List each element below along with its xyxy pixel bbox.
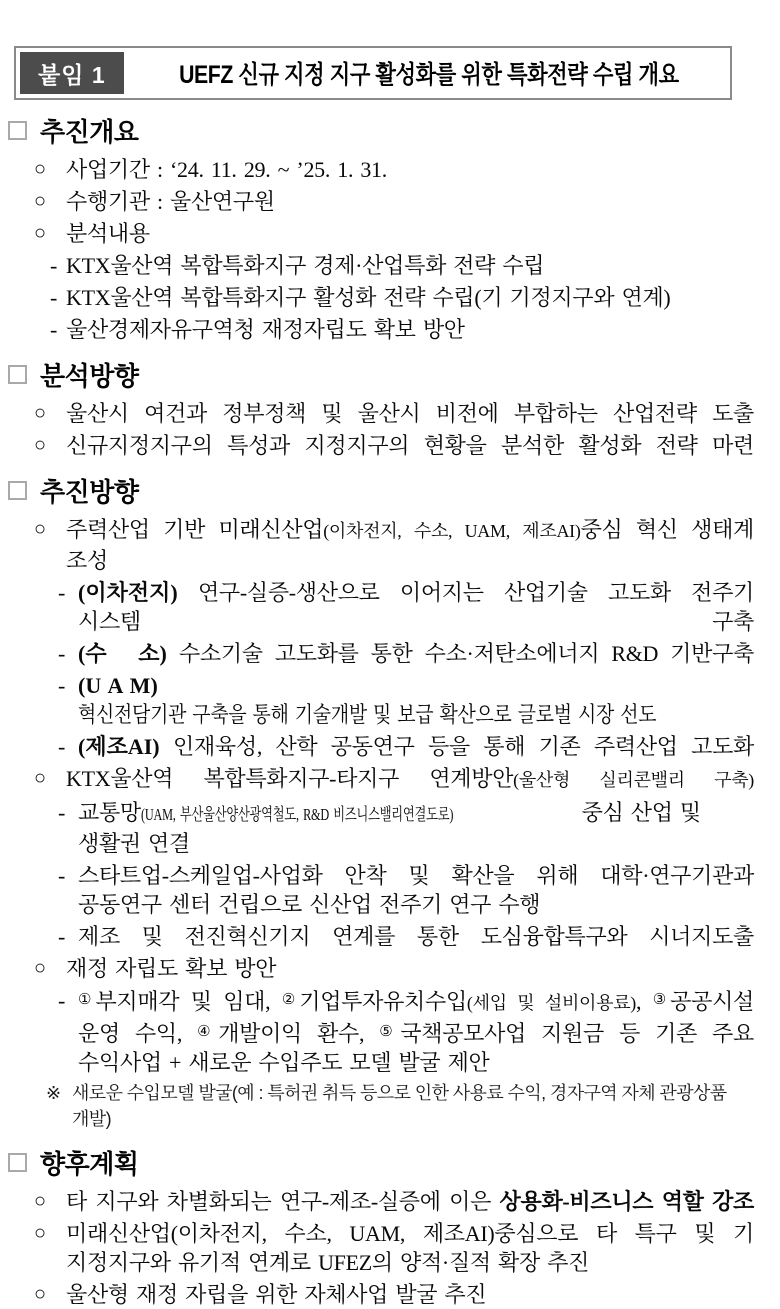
- line-direction-o2: [0, 764, 754, 795]
- line-direction-fund: [0, 986, 754, 1077]
- direction-o1-tail: 중심 혁신 생태계 조성: [66, 517, 754, 573]
- fund-t4: 공공시설 운영 수익,: [78, 989, 754, 1046]
- document-page: [0, 46, 780, 1307]
- overview-analysis-text: 분석내용: [66, 221, 150, 246]
- direction-d3-text: 혁신전담기관 구축을 통해 기술개발 및 보급 확산으로 글로벌 시장 선도: [78, 702, 657, 727]
- direction-d5-tail: 중심 산업 및 생활권 연결: [78, 800, 701, 856]
- dash-bullet-icon: -: [50, 285, 58, 310]
- dash-bullet-icon: -: [58, 734, 66, 759]
- section-heading-analysis: [8, 356, 754, 393]
- direction-o1-pre: 주력산업 기반 미래신산업: [66, 517, 324, 542]
- direction-note-text: 새로운 수입모델 발굴(예 : 특허권 취득 등으로 인한 사용료 수익, 경자구역 자체 관광상품 개발): [72, 1083, 727, 1129]
- line-direction-d5: [0, 798, 754, 858]
- line-overview-d3: [0, 315, 754, 344]
- section-heading-label: 분석방향: [40, 361, 139, 391]
- circled-3-icon: ③: [652, 992, 671, 1008]
- circled-2-icon: ②: [281, 992, 300, 1008]
- circle-bullet-icon: ○: [34, 1222, 46, 1244]
- line-direction-d6: [0, 861, 754, 919]
- line-direction-o3: [0, 954, 754, 983]
- line-analysis-o1: [0, 399, 754, 428]
- circle-bullet-icon: ○: [34, 767, 46, 789]
- dash-bullet-icon: -: [58, 673, 66, 698]
- direction-d2-label: (수 소): [78, 641, 167, 666]
- line-direction-d4: [0, 732, 754, 761]
- dash-bullet-icon: -: [50, 317, 58, 342]
- direction-d5-pre: 교통망: [78, 800, 141, 825]
- overview-d2-text: KTX울산역 복합특화지구 활성화 전략 수립(기 기정지구와 연계): [66, 285, 671, 310]
- direction-d1-text: 연구-실증-생산으로 이어지는 산업기술 고도화 전주기 시스템 구축: [78, 580, 754, 634]
- fund-t3: ,: [636, 989, 653, 1014]
- fund-t5: 개발이익 환수,: [218, 1021, 380, 1046]
- section-heading-label: 추진개요: [40, 117, 139, 147]
- section-heading-label: 추진방향: [40, 477, 139, 507]
- document-body: [0, 112, 780, 1309]
- line-direction-d3: [0, 671, 754, 729]
- fund-t6: 국책공모사업 지원금 등 기존 주요 수익사업 + 새로운 수입주도 모델 발굴 제안: [78, 1021, 754, 1075]
- direction-o2-paren: (울산형 실리콘밸리 구축): [513, 770, 754, 790]
- dash-bullet-icon: -: [58, 580, 66, 605]
- square-box-icon: [8, 1153, 27, 1172]
- direction-o1-paren: (이차전지, 수소, UAM, 제조AI): [323, 521, 581, 541]
- direction-d4-label: (제조AI): [78, 734, 160, 759]
- analysis-o1-text: 울산시 여건과 정부정책 및 울산시 비전에 부합하는 산업전략 도출: [66, 401, 754, 426]
- circle-bullet-icon: ○: [34, 434, 46, 456]
- line-future-o2: [0, 1219, 754, 1277]
- direction-d1-label: (이차전지): [78, 580, 178, 605]
- direction-d3-label: (U A M): [78, 673, 158, 698]
- square-box-icon: [8, 121, 27, 140]
- circle-bullet-icon: ○: [34, 190, 46, 212]
- circled-4-icon: ④: [197, 1024, 219, 1040]
- attachment-tag: [20, 52, 124, 94]
- direction-d4-text: 인재육성, 산학 공동연구 등을 통해 기존 주력산업 고도화: [159, 734, 754, 759]
- line-direction-o1: [0, 515, 754, 575]
- document-title-box: [128, 48, 730, 98]
- line-overview-analysis: [0, 219, 754, 248]
- circle-bullet-icon: ○: [34, 1190, 46, 1212]
- circle-bullet-icon: ○: [34, 518, 46, 540]
- overview-agency-text: 수행기관 : 울산연구원: [66, 189, 275, 214]
- dash-bullet-icon: -: [50, 253, 58, 278]
- direction-d2-text: 수소기술 고도화를 통한 수소·저탄소에너지 R&D 기반구축: [166, 641, 754, 666]
- fund-t1: 부지매각 및 임대,: [95, 989, 282, 1014]
- dash-bullet-icon: -: [58, 800, 66, 825]
- section-heading-label: 향후계획: [40, 1149, 139, 1179]
- dash-bullet-icon: -: [58, 641, 66, 666]
- line-overview-d1: [0, 251, 754, 280]
- line-direction-d1: [0, 578, 754, 636]
- direction-d5-paren: (UAM, 부산울산양산광역철도, R&D 비즈니스밸리연결도로): [140, 805, 454, 824]
- square-box-icon: [8, 365, 27, 384]
- circled-5-icon: ⑤: [379, 1024, 401, 1040]
- section-heading-future: [8, 1144, 754, 1181]
- line-overview-agency: [0, 187, 754, 216]
- future-o1-pre: 타 지구와 차별화되는 연구-제조-실증에 이은: [66, 1189, 500, 1214]
- future-o2-text: 미래신산업(이차전지, 수소, UAM, 제조AI)중심으로 타 특구 및 기 지정지구와 유기적 연계로 UFEZ의 양적·질적 확장 추진: [66, 1221, 754, 1275]
- line-direction-d7: [0, 922, 754, 951]
- reference-mark-icon: ※: [46, 1083, 61, 1103]
- square-box-icon: [8, 481, 27, 500]
- attachment-tag-label: 붙임 1: [38, 61, 106, 88]
- analysis-o2-text: 신규지정지구의 특성과 지정지구의 현황을 분석한 활성화 전략 마련: [66, 433, 754, 458]
- dash-bullet-icon: -: [58, 924, 66, 949]
- document-title: UEFZ 신규 지정 지구 활성화를 위한 특화전략 수립 개요: [178, 61, 679, 89]
- direction-o2-pre: KTX울산역 복합특화지구-타지구 연계방안: [66, 766, 514, 791]
- circle-bullet-icon: ○: [34, 1283, 46, 1305]
- section-heading-direction: [8, 472, 754, 509]
- circle-bullet-icon: ○: [34, 957, 46, 979]
- line-analysis-o2: [0, 431, 754, 460]
- circle-bullet-icon: ○: [34, 402, 46, 424]
- line-future-o3: [0, 1280, 754, 1309]
- circled-1-icon: ①: [78, 992, 96, 1008]
- attachment-header: [14, 46, 732, 100]
- overview-period-text: 사업기간 : ‘24. 11. 29. ~ ’25. 1. 31.: [66, 157, 387, 182]
- direction-o3-text: 재정 자립도 확보 방안: [66, 956, 277, 981]
- line-future-o1: [0, 1187, 754, 1216]
- overview-d1-text: KTX울산역 복합특화지구 경제·산업특화 전략 수립: [66, 253, 545, 278]
- section-heading-overview: [8, 112, 754, 149]
- fund-p2: (세입 및 설비이용료): [466, 993, 637, 1013]
- line-direction-note: [0, 1080, 754, 1132]
- fund-t2: 기업투자유치수입: [299, 989, 467, 1014]
- circle-bullet-icon: ○: [34, 222, 46, 244]
- line-overview-period: [0, 155, 754, 184]
- line-direction-d2: [0, 639, 754, 668]
- overview-d3-text: 울산경제자유구역청 재정자립도 확보 방안: [66, 317, 465, 342]
- circle-bullet-icon: ○: [34, 158, 46, 180]
- dash-bullet-icon: -: [58, 988, 66, 1013]
- direction-d7-text: 제조 및 전진혁신기지 연계를 통한 도심융합특구와 시너지도출: [78, 924, 754, 949]
- future-o1-bold: 상용화-비즈니스 역할 강조: [499, 1189, 754, 1214]
- direction-d6-text: 스타트업-스케일업-사업화 안착 및 확산을 위해 대학·연구기관과 공동연구 센터 건립으로 신산업 전주기 연구 수행: [78, 863, 754, 917]
- future-o3-text: 울산형 재정 자립을 위한 자체사업 발굴 추진: [66, 1282, 487, 1307]
- line-overview-d2: [0, 283, 754, 312]
- dash-bullet-icon: -: [58, 863, 66, 888]
